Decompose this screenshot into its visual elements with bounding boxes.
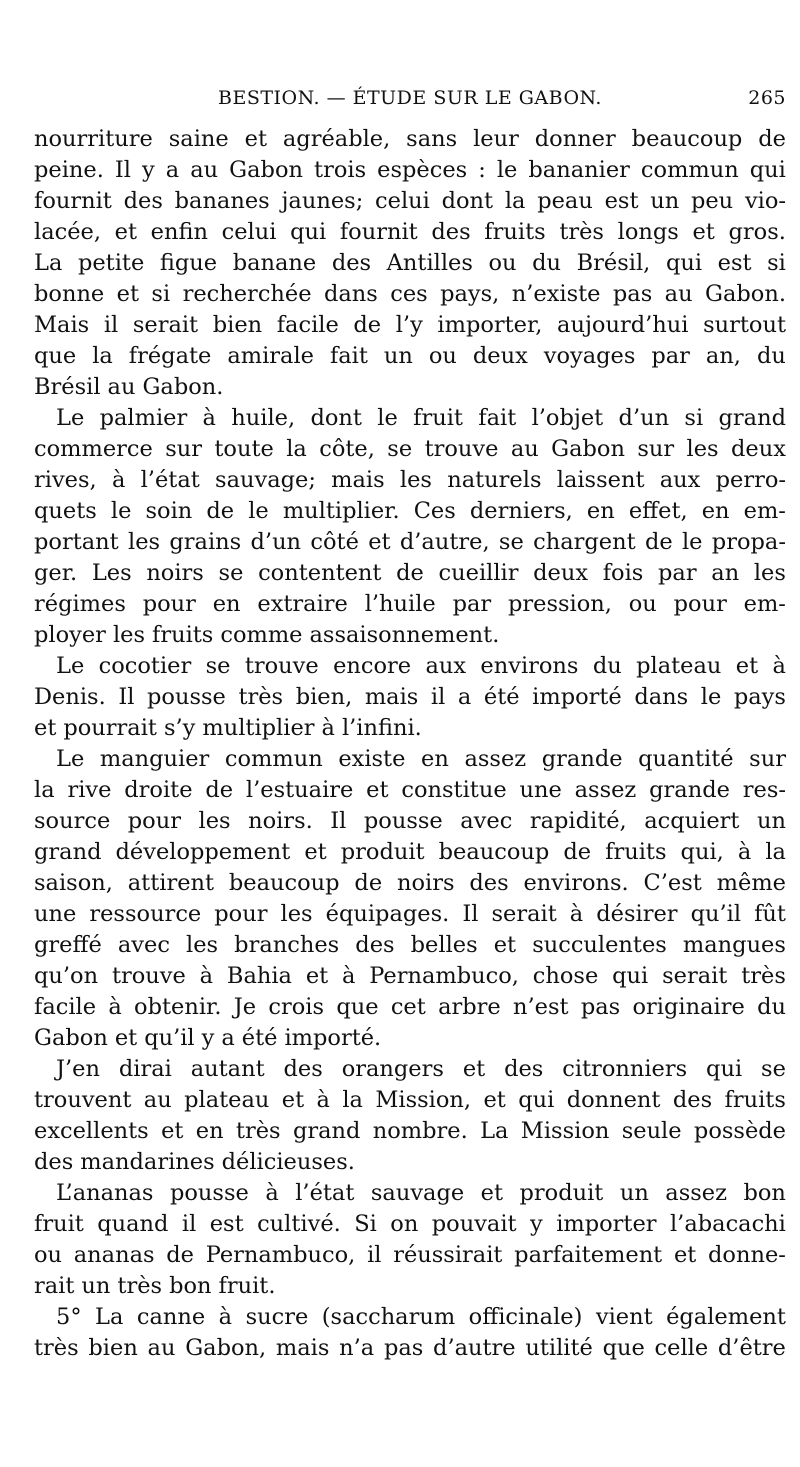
text-line: excellents et en très grand nombre. La Mission seule possède [34,1118,786,1144]
text-line: 5° La canne à sucre (saccharum officinale) vient également [56,1304,786,1330]
text-line: Le cocotier se trouve encore aux environs du plateau et à [56,653,786,679]
text-line: Gabon et qu’il y a été importé. [34,1025,382,1051]
text-line: Mais il serait bien facile de l’y importer, aujourd’hui surtout [34,312,786,338]
page-number: 265 [748,87,786,109]
paragraph [34,403,786,651]
paragraph [34,651,786,744]
text-line: ger. Les noirs se contentent de cueillir deux fois par an les [34,560,786,586]
text-line: trouvent au plateau et à la Mission, et qui donnent des fruits [34,1087,786,1113]
text-line: très bien au Gabon, mais n’a pas d’autre utilité que celle d’être [34,1335,786,1361]
text-line: nourriture saine et agréable, sans leur donner beaucoup de [34,126,786,152]
text-line: et pourrait s’y multiplier à l’infini. [34,715,422,741]
text-line: que la frégate amirale fait un ou deux voyages par an, du [34,343,786,369]
text-line: des mandarines délicieuses. [34,1149,355,1175]
text-line: L’ananas pousse à l’état sauvage et produit un assez bon [56,1180,786,1206]
text-line: source pour les noirs. Il pousse avec rapidité, acquiert un [34,808,786,834]
text-line: Denis. Il pousse très bien, mais il a été importé dans le pays [34,684,786,710]
text-line: Brésil au Gabon. [34,374,224,400]
running-head [34,84,786,120]
text-line: quets le soin de le multiplier. Ces derniers, en effet, en em- [34,498,786,524]
paragraph [34,1054,786,1178]
text-line: lacée, et enfin celui qui fournit des fruits très longs et gros. [34,219,786,245]
paragraph [34,124,786,403]
body-text [34,124,786,1364]
text-line: qu’on trouve à Bahia et à Pernambuco, chose qui serait très [34,963,786,989]
text-line: régimes pour en extraire l’huile par pression, ou pour em- [34,591,786,617]
text-line: ployer les fruits comme assaisonnement. [34,622,500,648]
text-line: Le manguier commun existe en assez grande quantité sur [56,746,786,772]
running-title: BESTION. — ÉTUDE SUR LE GABON. [218,87,602,109]
text-line: bonne et si recherchée dans ces pays, n’existe pas au Gabon. [34,281,786,307]
text-line: une ressource pour les équipages. Il serait à désirer qu’il fût [34,901,786,927]
text-line: peine. Il y a au Gabon trois espèces : le bananier commun qui [34,157,786,183]
text-line: commerce sur toute la côte, se trouve au Gabon sur les deux [34,436,786,462]
text-line: fruit quand il est cultivé. Si on pouvait y importer l’abacachi [34,1211,786,1237]
text-line: portant les grains d’un côté et d’autre, se chargent de le propa- [34,529,786,555]
text-line: rives, à l’état sauvage; mais les naturels laissent aux perro- [34,467,786,493]
text-line: saison, attirent beaucoup de noirs des environs. C’est même [34,870,786,896]
text-line: greffé avec les branches des belles et succulentes mangues [34,932,786,958]
text-line: La petite figue banane des Antilles ou du Brésil, qui est si [34,250,786,276]
book-page [34,84,786,1454]
text-line: fournit des bananes jaunes; celui dont la peau est un peu vio- [34,188,786,214]
paragraph [34,744,786,1054]
text-line: rait un très bon fruit. [34,1273,276,1299]
text-line: Le palmier à huile, dont le fruit fait l’objet d’un si grand [56,405,786,431]
paragraph [34,1178,786,1302]
text-line: J’en dirai autant des orangers et des citronniers qui se [56,1056,786,1082]
text-line: grand développement et produit beaucoup de fruits qui, à la [34,839,786,865]
paragraph [34,1302,786,1364]
text-line: la rive droite de l’estuaire et constitue une assez grande res- [34,777,786,803]
text-line: facile à obtenir. Je crois que cet arbre n’est pas originaire du [34,994,786,1020]
text-line: ou ananas de Pernambuco, il réussirait parfaitement et donne- [34,1242,786,1268]
